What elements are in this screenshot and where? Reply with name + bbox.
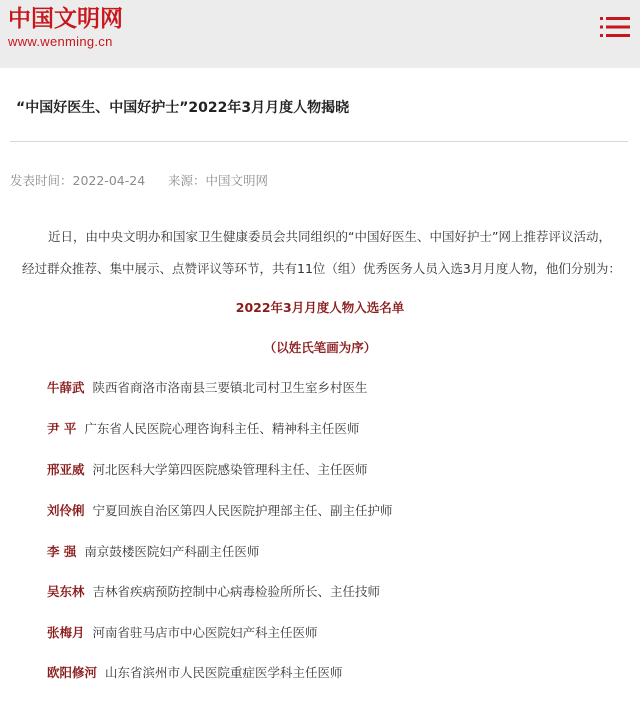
person-entry xyxy=(47,582,380,600)
person-description: 河北医科大学第四医院感染管理科主任、主任医师 xyxy=(92,462,368,477)
intro-paragraph-line-2: 经过群众推荐、集中展示、点赞评议等环节，共有11位（组）优秀医务人员入选3月月度人物，他们分别为： xyxy=(22,261,621,276)
person-entry xyxy=(47,419,359,437)
site-logo[interactable] xyxy=(8,7,123,48)
person-description: 陕西省商洛市洛南县三要镇北司村卫生室乡村医生 xyxy=(92,380,368,395)
menu-button[interactable] xyxy=(600,14,630,40)
person-description: 广东省人民医院心理咨询科主任、精神科主任医师 xyxy=(84,421,360,436)
person-entry xyxy=(47,542,259,560)
publish-date: 发表时间：2022-04-24 xyxy=(10,173,146,188)
person-entry xyxy=(47,663,343,681)
person-name: 邢亚威 xyxy=(47,462,85,477)
person-name: 尹 平 xyxy=(47,421,77,436)
person-entry xyxy=(47,623,318,641)
person-description: 山东省滨州市人民医院重症医学科主任医师 xyxy=(105,665,343,680)
list-order-note: （以姓氏笔画为序） xyxy=(263,340,377,355)
hamburger-menu-icon xyxy=(600,14,630,40)
person-entry xyxy=(47,501,393,519)
person-name: 李 强 xyxy=(47,544,77,559)
person-description: 南京鼓楼医院妇产科副主任医师 xyxy=(84,544,260,559)
person-name: 吴东林 xyxy=(47,584,85,599)
list-heading: 2022年3月月度人物入选名单 xyxy=(235,300,405,315)
person-name: 张梅月 xyxy=(47,625,85,640)
logo-chinese-text: 中国文明网 xyxy=(8,5,123,32)
person-name: 欧阳修河 xyxy=(47,665,98,680)
person-name: 刘伶俐 xyxy=(47,503,85,518)
title-divider xyxy=(10,141,628,142)
person-description: 吉林省疾病预防控制中心病毒检验所所长、主任技师 xyxy=(92,584,381,599)
logo-url-text: www.wenming.cn xyxy=(8,34,113,49)
person-description: 河南省驻马店市中心医院妇产科主任医师 xyxy=(92,625,318,640)
intro-paragraph-line-1: 近日，由中央文明办和国家卫生健康委员会共同组织的“中国好医生、中国好护士”网上推荐评议活动， xyxy=(48,229,611,244)
person-entry xyxy=(47,460,368,478)
site-header xyxy=(0,0,640,68)
person-entry xyxy=(47,378,368,396)
article-title: “中国好医生、中国好护士”2022年3月月度人物揭晓 xyxy=(16,100,350,116)
person-description: 宁夏回族自治区第四人民医院护理部主任、副主任护师 xyxy=(92,503,393,518)
article-source: 来源：中国文明网 xyxy=(168,173,269,188)
person-name: 牛薛武 xyxy=(47,380,85,395)
